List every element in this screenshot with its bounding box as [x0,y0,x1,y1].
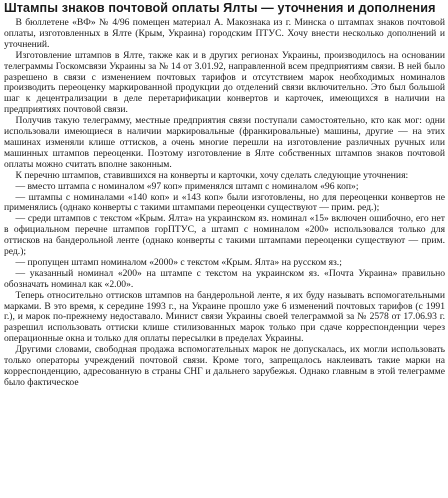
article-title: Штампы знаков почтовой оплаты Ялты — уточнения и дополнения [4,1,436,15]
paragraph-local-practice: Получив такую телеграмму, местные предприятия связи поступали самостоятельно, кто как мог: одни использовали имеющиеся в наличии маркировальные (франкировальные) машины, другие — на этих машинах изменяли клише оттисков, а очень многие перешли на изготовление различных ручных или машинных штампов переоценки. Поэтому изготовление в Ялте собственных штампов знаков почтовой оплаты можно считать вполне законным. [4,115,445,170]
paragraph-auxiliary-stamps: Теперь относительно оттисков штампов на бандерольной ленте, я их буду называть вспомогательными марками. В это время, к середине 1993 г., на Украине прошло уже 6 изменений почтовых тарифов (с 1991 г.), и марок по-прежнему недоставало. Минист связи Украины своей телеграммой за № 2578 от 17.06.93 г. разрешил использовать оттиски клише стилизованных марок только при сдаче корреспонденции через операционные окна и только для оплаты пересылки в пределах Украины. [4,289,445,345]
list-item-140-143-kop: — штампы с номиналами «140 коп» и «143 коп» были изготовлены, но для переоценки конвертов не применялись (однако конверты с такими штампами переоценки существуют — прим. ред.); [4,191,445,214]
list-item-96-kop: — вместо штампа с номиналом «97 коп» применялся штамп с номиналом «96 коп»; [15,180,359,192]
paragraph-restrictions: Другими словами, свободная продажа вспомогательных марок не допускалась, их могли использовать только операторы учреждений почтовой связи. Кроме того, запрещалось наклеивать такие марки на корреспонденцию, адресованную в страны СНГ и дальнего зарубежья. Однако главным в этой телеграмме было фактическое [4,344,445,388]
paragraph-telegram: Изготовление штампов в Ялте, также как и в других регионах Украины, производилось на основании телеграммы Госкомсвязи Украины за № 14 от 3.01.92, направленной всем предприятиям связи. В ней было разрешено в связи с изменением почтовых тарифов и отсутствием марок необходимых номиналов производить переоценку маркированной продукции до отделений связи включительно. Это был большой шаг к децентрализации в деле перетарификации конвертов и карточек, имеющихся в наличии на предприятиях почтовой связи. [4,49,445,116]
article [4,1,445,497]
list-item-pochta-ukraina: — указанный номинал «200» на штампе с текстом на украинском яз. «Почта Украина» правильно обозначать номинал как «2.00». [4,267,445,290]
list-item-crimea-yalta-ukr: — среди штампов с текстом «Крым. Ялта» на украинском яз. номинал «15» включен ошибочно, его нет в официальном перечне штампов горПТУС, а штамп с номиналом «200» использовался только для оттисков на бандерольной ленте (однако конверты с такими штампами переоценки существуют — прим. ред.); [4,213,445,258]
paragraph-intro: В бюллетене «ВФ» № 4/96 помещен материал А. Макознака из г. Минска о штампах знаков почтовой оплаты, изготовленных в Ялте (Крым, Украина) городским ПТУС. Хочу внести несколько дополнений и уточнений. [4,17,445,50]
paragraph-clarifications-lead: К перечню штампов, ставившихся на конверты и карточки, хочу сделать следующие уточнения: [15,169,409,181]
list-item-2000-rus: — пропущен штамп номиналом «2000» с текстом «Крым. Ялта» на русском яз.; [15,256,342,268]
